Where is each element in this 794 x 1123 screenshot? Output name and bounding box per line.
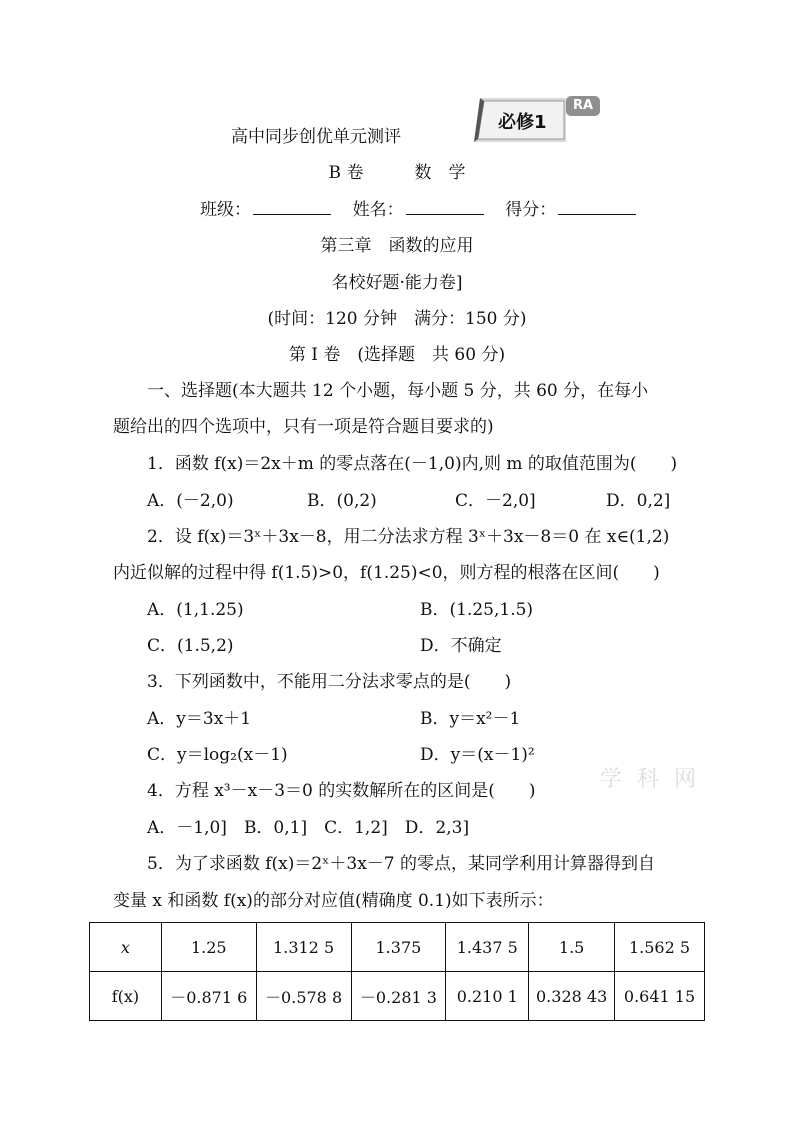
q2-stem-line2: 内近似解的过程中得 f(1.5)>0，f(1.25)<0，则方程的根落在区间( ) [113, 563, 660, 583]
q3-option-a: A．y＝3x＋1 [147, 709, 252, 729]
table-row-fx [90, 972, 705, 1021]
student-info-line [200, 200, 636, 220]
q3-stem: 3．下列函数中，不能用二分法求零点的是( ) [147, 672, 512, 692]
table-cell: 1.562 5 [615, 923, 705, 972]
q2-stem-line1: 2．设 f(x)＝3ˣ＋3x－8，用二分法求方程 3ˣ＋3x－8＝0 在 x∈(1,2) [147, 527, 670, 547]
q3-option-d: D．y＝(x－1)² [420, 745, 535, 765]
q2-option-c: C．(1.5,2) [147, 636, 234, 656]
score-blank [558, 200, 636, 215]
q1-option-d: D．0,2] [606, 491, 671, 511]
q4-stem: 4．方程 x³－x－3＝0 的实数解所在的区间是( ) [147, 781, 536, 801]
class-label: 班级： [200, 200, 251, 220]
table-cell: 1.312 5 [256, 923, 351, 972]
watermark: 学 科 网 [600, 767, 700, 792]
table-cell: 0.210 1 [446, 972, 529, 1021]
volume-subject: B 卷 数 学 [328, 163, 466, 183]
q5-stem-line2: 变量 x 和函数 f(x)的部分对应值(精确度 0.1)如下表所示： [113, 891, 554, 911]
name-blank [406, 200, 484, 215]
textbook-badge [474, 96, 592, 144]
chapter-title: 第三章 函数的应用 [320, 236, 474, 256]
table-cell: －0.281 3 [351, 972, 446, 1021]
section-intro-line1: 一、选择题(本大题共 12 个小题，每小题 5 分，共 60 分，在每小 [147, 381, 649, 401]
q1-option-a: A．(－2,0) [147, 491, 234, 511]
part-title: 第 Ⅰ 卷 (选择题 共 60 分) [288, 345, 506, 365]
table-header-x: x [90, 923, 162, 972]
q2-option-b: B．(1.25,1.5) [420, 600, 534, 620]
table-cell: 1.5 [529, 923, 615, 972]
q2-option-d: D．不确定 [420, 636, 502, 656]
series-title: 高中同步创优单元测评 [231, 127, 401, 147]
table-cell: 0.328 43 [529, 972, 615, 1021]
q1-stem: 1．函数 f(x)＝2x＋m 的零点落在(－1,0)内,则 m 的取值范围为( ) [147, 454, 678, 474]
q4-options: A．－1,0] B．0,1] C．1,2] D．2,3] [147, 818, 470, 838]
q3-option-b: B．y＝x²－1 [420, 709, 521, 729]
table-row-x [90, 923, 705, 972]
table-header-fx: f(x) [90, 972, 162, 1021]
table-cell: －0.871 6 [161, 972, 256, 1021]
q1-option-c: C．－2,0] [455, 491, 536, 511]
table-cell: 1.25 [161, 923, 256, 972]
badge-tag: RA [566, 96, 600, 116]
value-table [89, 922, 705, 1021]
q1-option-b: B．(0,2) [307, 491, 377, 511]
table-cell: 1.375 [351, 923, 446, 972]
paper-type: 名校好题·能力卷] [331, 273, 463, 293]
q2-option-a: A．(1,1.25) [147, 600, 244, 620]
class-blank [253, 200, 331, 215]
table-cell: 0.641 15 [615, 972, 705, 1021]
q3-option-c: C．y＝log₂(x－1) [147, 745, 288, 765]
name-label: 姓名： [352, 200, 404, 220]
time-info: (时间：120 分钟 满分：150 分) [267, 309, 527, 329]
section-intro-line2: 题给出的四个选项中，只有一项是符合题目要求的) [113, 417, 494, 437]
q5-stem-line1: 5．为了求函数 f(x)＝2ˣ＋3x－7 的零点，某同学利用计算器得到自 [147, 854, 656, 874]
badge-label: 必修1 [498, 112, 547, 133]
table-cell: 1.437 5 [446, 923, 529, 972]
table-cell: －0.578 8 [256, 972, 351, 1021]
score-label: 得分： [505, 200, 557, 220]
